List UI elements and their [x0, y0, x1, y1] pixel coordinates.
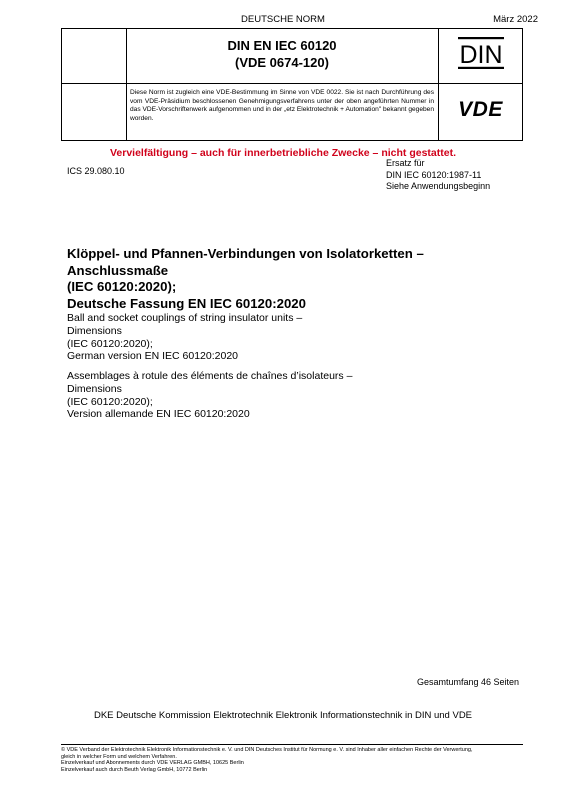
title-fr-line-4: Version allemande EN IEC 60120:2020 [67, 408, 250, 421]
vde-logo: VDE [458, 98, 503, 121]
title-en-line-1: Ball and socket couplings of string insulator units – [67, 312, 303, 324]
vde-notice-text: Diese Norm ist zugleich eine VDE-Bestimmung im Sinne von VDE 0022. Sie ist nach Durchführung des vom VDE-Präsidium beschlossenen Genehmigungsverfahrens unter der oben angeführten Nummer in das VDE-Vorschriftenwerk aufgenommen und in der „etz Elektrotechnik + Automation" bekannt gegeben worden. [130, 89, 434, 122]
dke-line: DKE Deutsche Kommission Elektrotechnik Elektronik Informationstechnik in DIN und VDE [93, 710, 473, 721]
title-fr-line-1: Assemblages à rotule des éléments de chaînes d’isolateurs – [67, 370, 353, 382]
vde-number: (VDE 0674-120) [235, 55, 329, 70]
title-en-line-3: (IEC 60120:2020); [67, 337, 153, 350]
replacement-line-2: DIN IEC 60120:1987-11 [386, 169, 482, 180]
footer-line-4: Einzelverkauf auch durch Beuth Verlag GmbH, 10772 Berlin [61, 766, 208, 773]
document-type: DEUTSCHE NORM [241, 14, 325, 25]
total-pages: Gesamtumfang 46 Seiten [416, 677, 519, 687]
standard-number-block [126, 37, 438, 71]
footer-divider [61, 744, 523, 745]
title-de-line-4: Deutsche Fassung EN IEC 60120:2020 [67, 295, 306, 311]
title-en-line-2: Dimensions [67, 324, 122, 337]
title-english [67, 312, 507, 363]
standard-number: DIN EN IEC 60120 [227, 38, 337, 53]
din-logo-text: DIN [458, 41, 503, 69]
title-en-line-4: German version EN IEC 60120:2020 [67, 350, 239, 363]
footer-line-3: Einzelverkauf und Abonnements durch VDE VERLAG GMBH, 10625 Berlin [61, 760, 244, 767]
footer-copyright [61, 747, 531, 773]
ics-code: ICS 29.080.10 [67, 166, 125, 176]
footer-line-1: © VDE Verband der Elektrotechnik Elektronik Informationstechnik e. V. und DIN Deutsches Institut für Normung e. V. sind Inhaber aller einfachen Rechte der Verwertung, [61, 747, 473, 753]
title-fr-line-2: Dimensions [67, 382, 122, 395]
din-logo [438, 35, 523, 76]
title-de-line-2: Anschlussmaße [67, 262, 169, 278]
notice-box [61, 83, 523, 141]
title-de-line-1: Klöppel- und Pfannen-Verbindungen von Isolatorketten – [67, 246, 424, 261]
replacement-info [386, 158, 490, 193]
replacement-line-3: Siehe Anwendungsbeginn [386, 181, 491, 191]
title-german [67, 246, 507, 312]
replacement-line-1: Ersatz für [386, 158, 425, 168]
title-french [67, 370, 507, 421]
header-box [61, 28, 523, 84]
din-logo-graphic [456, 35, 506, 71]
title-fr-line-3: (IEC 60120:2020); [67, 395, 153, 408]
publication-date: März 2022 [493, 14, 538, 25]
copy-warning: Vervielfältigung – auch für innerbetriebliche Zwecke – nicht gestattet. [109, 147, 456, 159]
title-de-line-3: (IEC 60120:2020); [67, 279, 177, 294]
footer-line-2: gleich in welcher Form und welchem Verfahren. [61, 753, 177, 760]
